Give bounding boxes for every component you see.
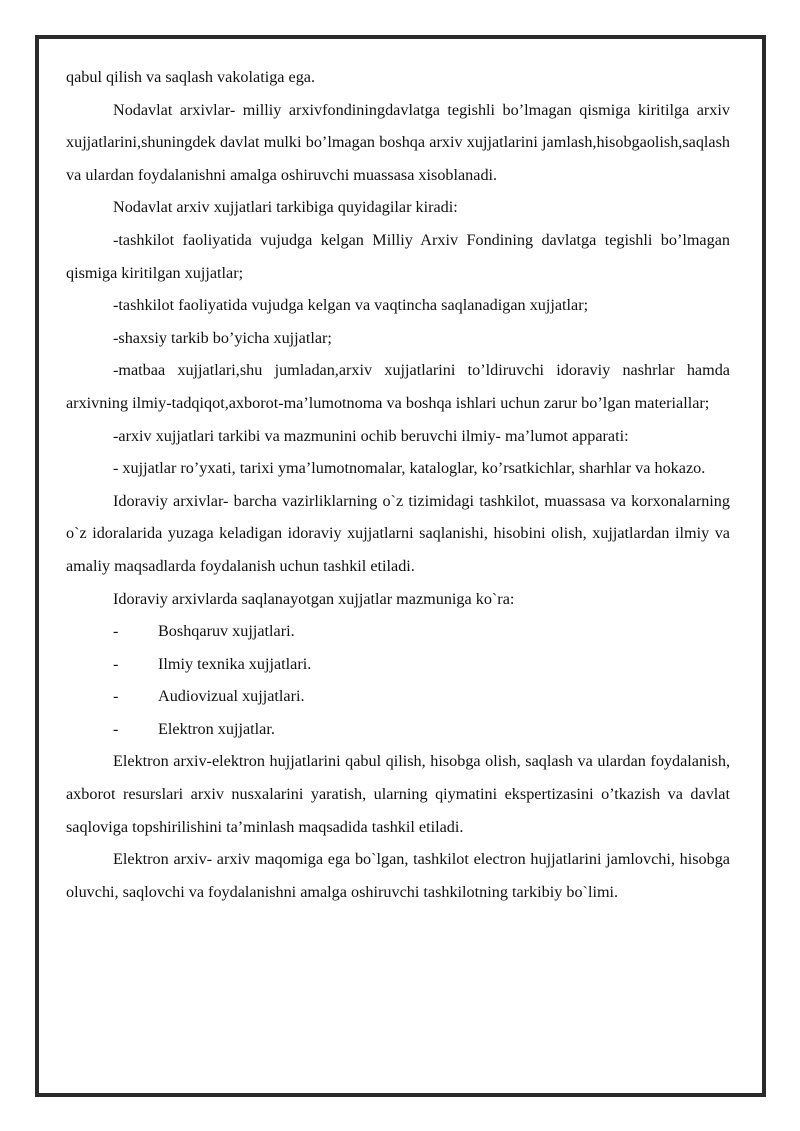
paragraph: Idoraviy arxivlar- barcha vazirliklarning o`z tizimidagi tashkilot, muassasa va korxonalarning o`z idoralarida yuzaga keladigan idoraviy xujjatlarni saqlanishi, hisobini olish, xujjatlardan ilmiy va amaliy maqsadlarda foydalanish uchun tashkil etiladi. [66, 491, 730, 575]
paragraph: Nodavlat arxiv xujjatlari tarkibiga quyidagilar kiradi: [113, 198, 458, 217]
list-dash: - [113, 622, 119, 641]
list-item-text: Ilmiy texnika xujjatlari. [158, 654, 312, 673]
list-dash: - [113, 654, 119, 673]
paragraph: -tashkilot faoliyatida vujudga kelgan va vaqtincha saqlanadigan xujjatlar; [113, 296, 589, 315]
list-item-text: Elektron xujjatlar. [158, 719, 275, 738]
list-item [66, 680, 730, 713]
paragraph: Elektron arxiv-elektron hujjatlarini qabul qilish, hisobga olish, saqlash va ulardan foydalanish, axborot resurslari arxiv nusxalarini yaratish, ularning qiymatini ekspertizasini o’tkazish va davlat saqloviga topshirilishini ta’minlash maqsadida tashkil etiladi. [66, 752, 730, 836]
paragraph: -tashkilot faoliyatida vujudga kelgan Milliy Arxiv Fondining davlatga tegishli bo’lmagan qismiga kiritilgan xujjatlar; [66, 230, 730, 282]
list-dash: - [113, 719, 119, 738]
list-dash: - [113, 687, 119, 706]
paragraph: Idoraviy arxivlarda saqlanayotgan xujjatlar mazmuniga ko`ra: [113, 589, 515, 608]
paragraph: -arxiv xujjatlari tarkibi va mazmunini ochib beruvchi ilmiy- ma’lumot apparati: [113, 426, 629, 445]
list-item [66, 648, 730, 681]
paragraph: -matbaa xujjatlari,shu jumladan,arxiv xujjatlarini to’ldiruvchi idoraviy nashrlar hamda arxivning ilmiy-tadqiqot,axborot-ma’lumotnoma va boshqa ishlari uchun zarur bo’lgan materiallar; [66, 361, 730, 412]
list-item-text: Audiovizual xujjatlari. [158, 687, 305, 706]
paragraph: -shaxsiy tarkib bo’yicha xujjatlar; [113, 328, 332, 347]
paragraph: Nodavlat arxivlar- milliy arxivfondiningdavlatga tegishli bo’lmagan qismiga kiritilga arxiv xujjatlarini,shuningdek davlat mulki bo’lmagan boshqa arxiv xujjatlarini jamlash,hisobgaolish,saqlash va ulardan foydalanishni amalga oshiruvchi muassasa xisoblanadi. [66, 100, 730, 184]
list-item [66, 713, 730, 746]
paragraph: - xujjatlar ro’yxati, tarixi yma’lumotnomalar, kataloglar, ko’rsatkichlar, sharhlar va hokazo. [113, 459, 706, 478]
list-item-text: Boshqaruv xujjatlari. [158, 622, 295, 641]
paragraph: qabul qilish va saqlash vakolatiga ega. [66, 68, 316, 86]
document-body [66, 61, 730, 908]
paragraph: Elektron arxiv- arxiv maqomiga ega bo`lgan, tashkilot electron hujjatlarini jamlovchi, hisobga oluvchi, saqlovchi va foydalanishni amalga oshiruvchi tashkilotning tarkibiy bo`limi. [66, 850, 730, 901]
list-item [66, 615, 730, 648]
